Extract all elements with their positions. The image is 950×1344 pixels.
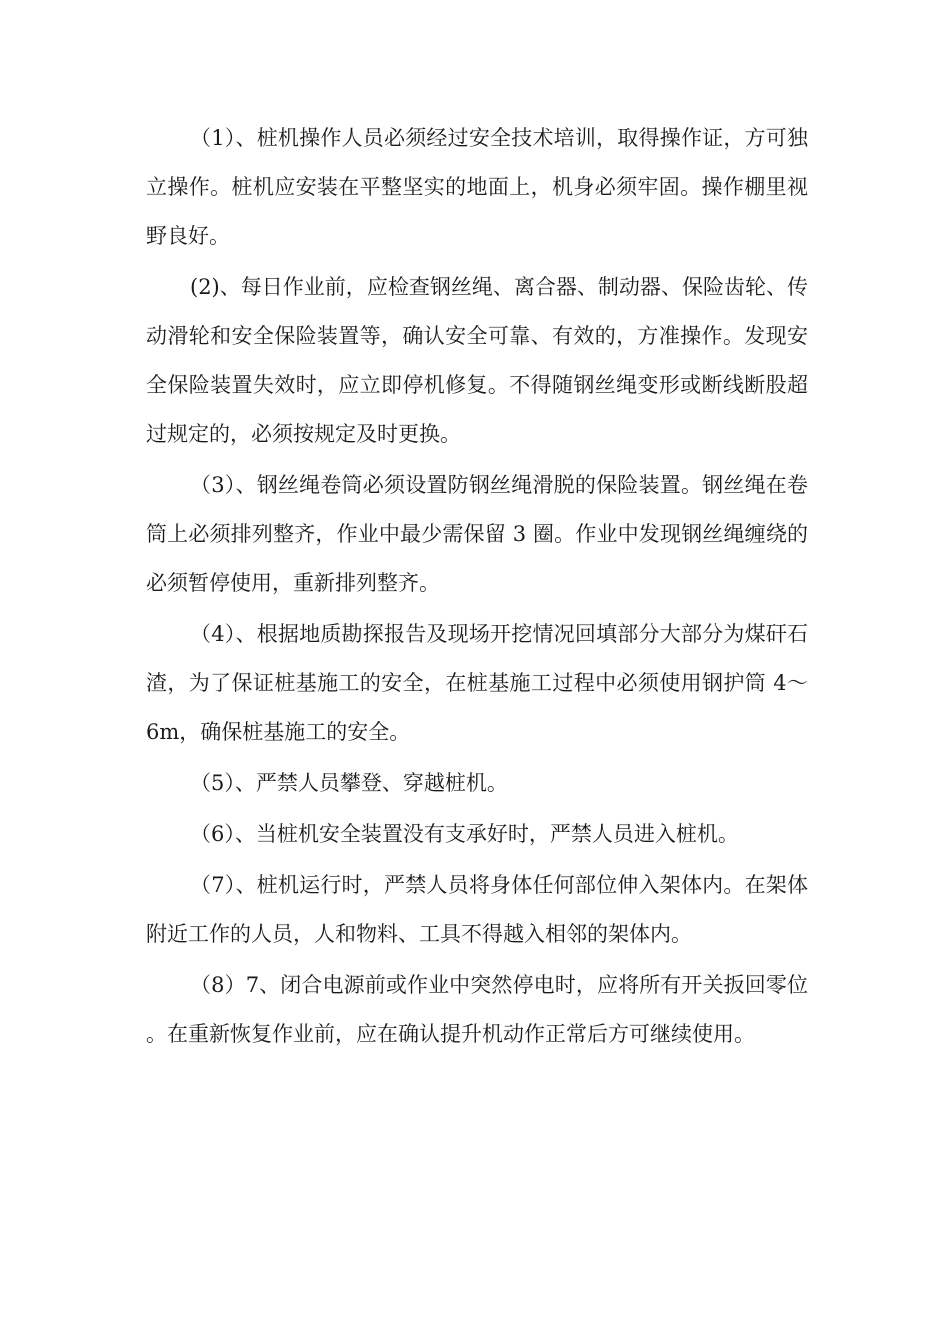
paragraph-8: （8）7、闭合电源前或作业中突然停电时，应将所有开关扳回零位。在重新恢复作业前，应在确认提升机动作正常后方可继续使用。 (146, 973, 808, 1046)
paragraph-2: (2)、每日作业前，应检查钢丝绳、离合器、制动器、保险齿轮、传动滑轮和安全保险装置等，确认安全可靠、有效的，方准操作。发现安全保险装置失效时，应立即停机修复。不得随钢丝绳变形或断线断股超过规定的，必须按规定及时更换。 (146, 275, 808, 446)
paragraph-1: （1）、桩机操作人员必须经过安全技术培训，取得操作证，方可独立操作。桩机应安装在平整坚实的地面上，机身必须牢固。操作棚里视野良好。 (146, 126, 808, 248)
document-body (146, 114, 808, 1061)
paragraph-3: （3）、钢丝绳卷筒必须设置防钢丝绳滑脱的保险装置。钢丝绳在卷筒上必须排列整齐，作业中最少需保留 3 圈。作业中发现钢丝绳缠绕的必须暂停使用，重新排列整齐。 (146, 473, 808, 595)
paragraph-7: （7）、桩机运行时，严禁人员将身体任何部位伸入架体内。在架体附近工作的人员，人和物料、工具不得越入相邻的架体内。 (146, 873, 808, 946)
paragraph-6: （6）、当桩机安全装置没有支承好时，严禁人员进入桩机。 (190, 822, 739, 846)
paragraph-4: （4）、根据地质勘探报告及现场开挖情况回填部分大部分为煤矸石渣，为了保证桩基施工的安全，在桩基施工过程中必须使用钢护筒 4～6m，确保桩基施工的安全。 (146, 622, 808, 744)
paragraph-5: （5）、严禁人员攀登、穿越桩机。 (190, 771, 508, 795)
